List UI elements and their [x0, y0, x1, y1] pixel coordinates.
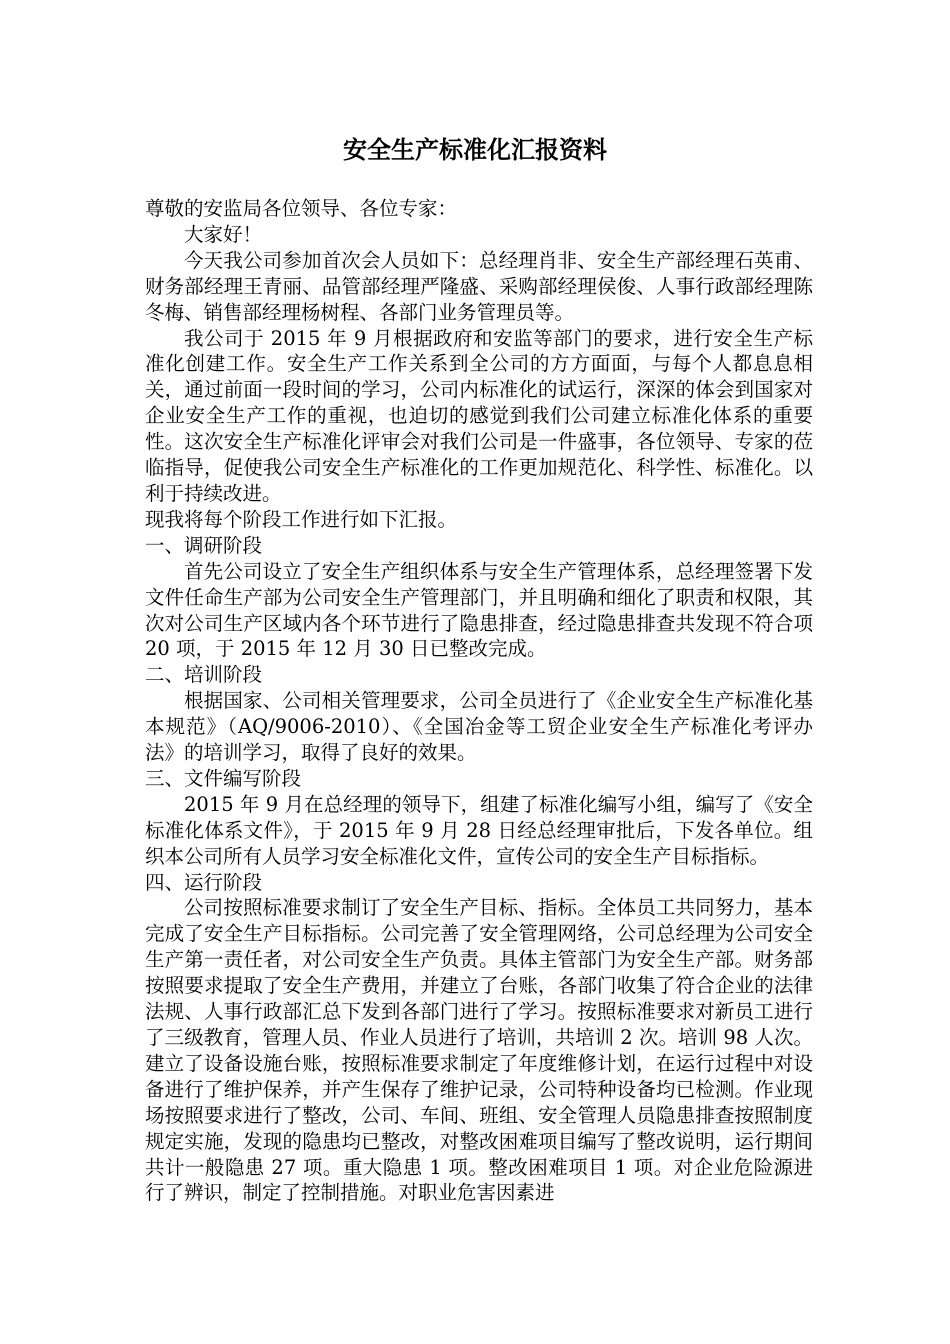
operation-paragraph: 公司按照标准要求制订了安全生产目标、指标。全体员工共同努力，基本完成了安全生产目标指标。公司完善了安全管理网络，公司总经理为公司安全生产第一责任者，对公司安全生产负责。具体主管部门为安全生产部。财务部按照要求提取了安全生产费用，并建立了台账，各部门收集了符合企业的法律法规、人事行政部汇总下发到各部门进行了学习。按照标准要求对新员工进行了三级教育，管理人员、作业人员进行了培训，共培训 2 次。培训 98 人次。建立了设备设施台账，按照标准要求制定了年度维修计划，在运行过程中对设备进行了维护保养，并产生保存了维护记录，公司特种设备均已检测。作业现场按照要求进行了整改，公司、车间、班组、安全管理人员隐患排查按照制度规定实施，发现的隐患均已整改，对整改困难项目编写了整改说明，运行期间共计一般隐患 27 项。重大隐患 1 项。整改困难项目 1 项。对企业危险源进行了辨识，制定了控制措施。对职业危害因素进: [145, 896, 813, 1205]
training-paragraph: 根据国家、公司相关管理要求，公司全员进行了《企业安全生产标准化基本规范》（AQ/9006-2010）、《全国冶金等工贸企业安全生产标准化考评办法》的培训学习，取得了良好的效果。: [145, 689, 813, 765]
report-intro: 现我将每个阶段工作进行如下汇报。: [145, 507, 458, 531]
document-body: [145, 196, 813, 1206]
attendees-paragraph: 今天我公司参加首次会人员如下：总经理肖非、安全生产部经理石英甫、财务部经理王青丽、品管部经理严隆盛、采购部经理侯俊、人事行政部经理陈冬梅、销售部经理杨树程、各部门业务管理员等。: [145, 248, 813, 324]
section-heading-documents: 三、文件编写阶段: [145, 766, 302, 790]
greeting: 大家好！: [184, 222, 263, 246]
section-heading-training: 二、培训阶段: [145, 663, 263, 687]
background-paragraph: 我公司于 2015 年 9 月根据政府和安监等部门的要求，进行安全生产标准化创建工作。安全生产工作关系到全公司的方方面面，与每个人都息息相关，通过前面一段时间的学习，公司内标准化的试运行，深深的体会到国家对企业安全生产工作的重视，也迫切的感觉到我们公司建立标准化体系的重要性。这次安全生产标准化评审会对我们公司是一件盛事，各位领导、专家的莅临指导，促使我公司安全生产标准化的工作更加规范化、科学性、标准化。以利于持续改进。: [145, 326, 813, 505]
salutation: 尊敬的安监局各位领导、各位专家：: [145, 197, 458, 220]
section-heading-research: 一、调研阶段: [145, 533, 263, 557]
document-title: 安全生产标准化汇报资料: [343, 135, 607, 164]
documents-paragraph: 2015 年 9 月在总经理的领导下，组建了标准化编写小组，编写了《安全标准化体系文件》，于 2015 年 9 月 28 日经总经理审批后，下发各单位。组织本公司所有人员学习安全标准化文件，宣传公司的安全生产目标指标。: [145, 792, 813, 868]
research-paragraph: 首先公司设立了安全生产组织体系与安全生产管理体系，总经理签署下发文件任命生产部为公司安全生产管理部门，并且明确和细化了职责和权限，其次对公司生产区域内各个环节进行了隐患排查，经过隐患排查共发现不符合项 20 项，于 2015 年 12 月 30 日已整改完成。: [145, 559, 813, 661]
section-heading-operation: 四、运行阶段: [145, 870, 263, 894]
